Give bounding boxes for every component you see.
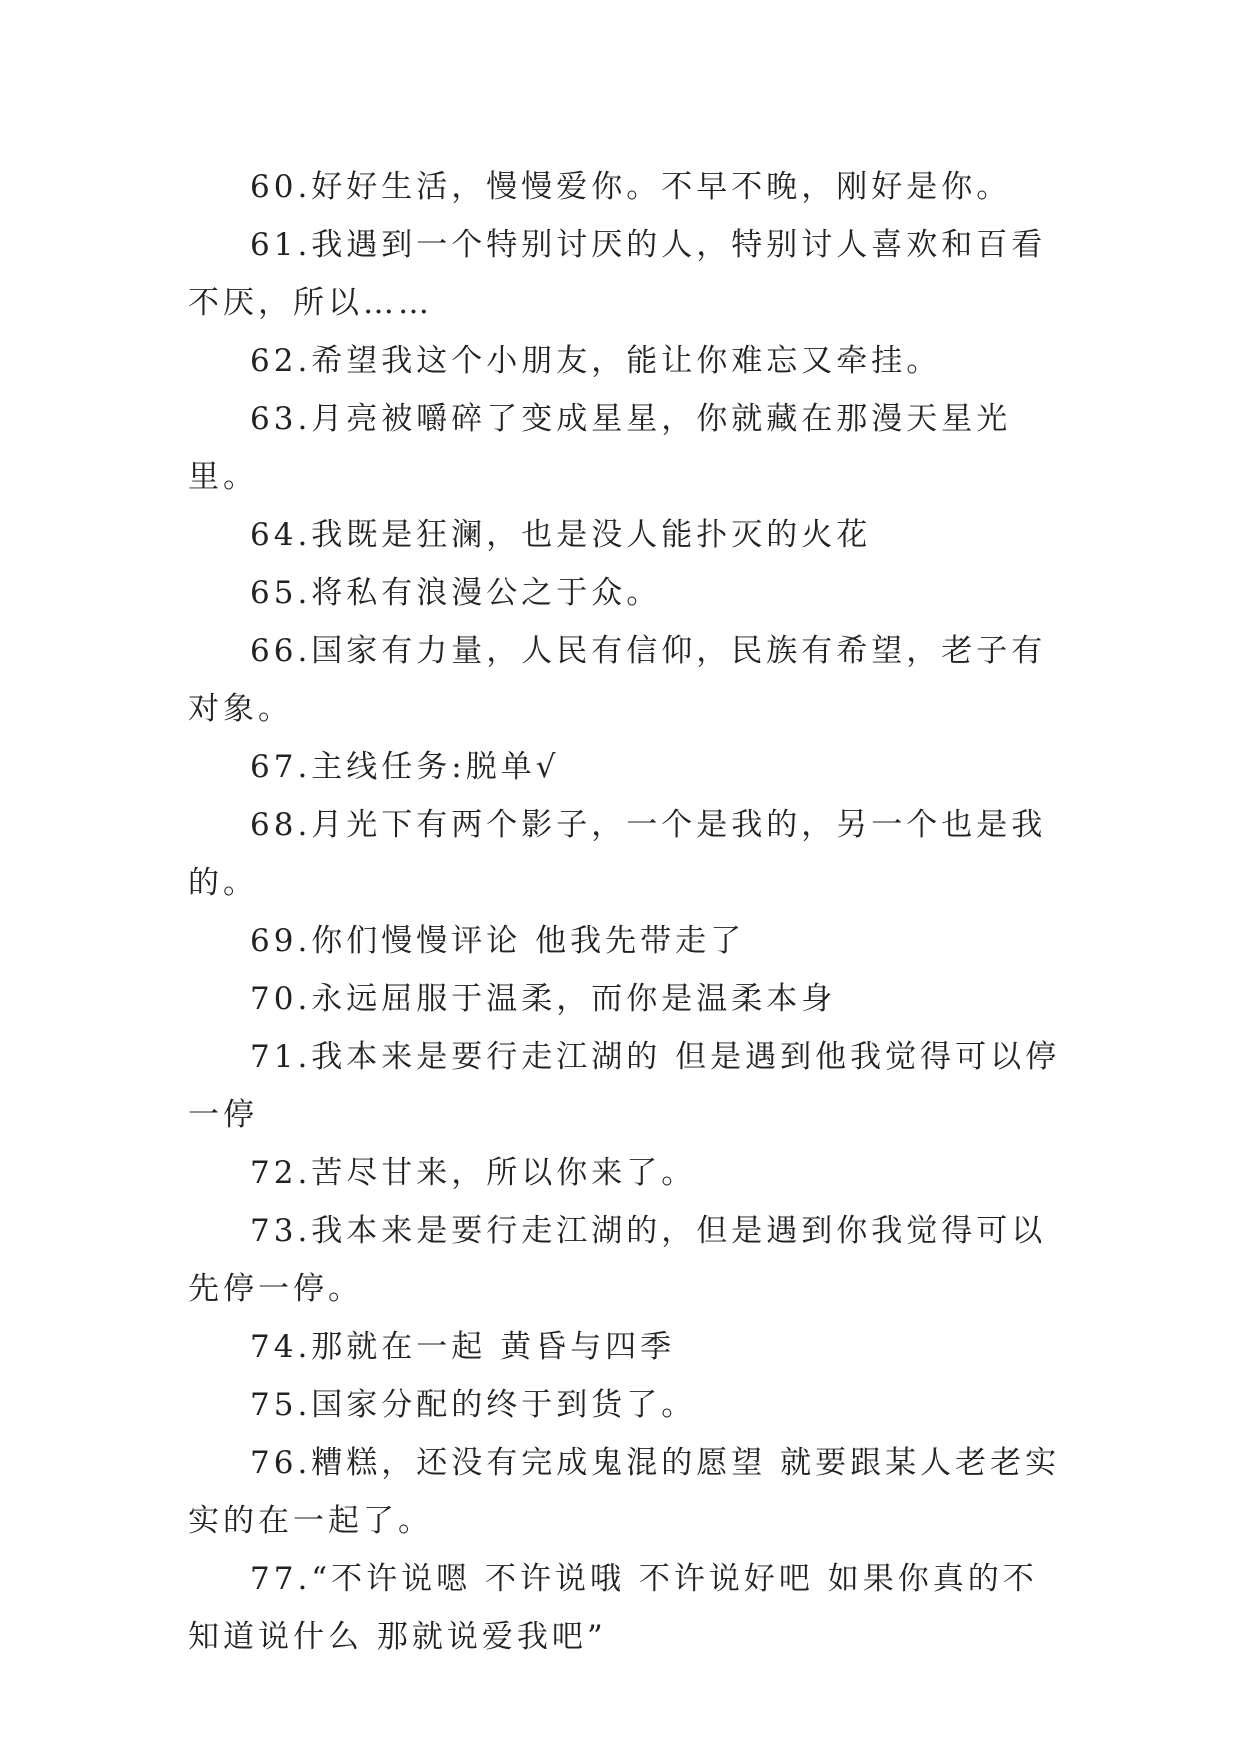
paragraph: 72.苦尽甘来，所以你来了。: [250, 1155, 697, 1191]
paragraph: 70.永远屈服于温柔，而你是温柔本身: [250, 981, 837, 1017]
paragraph: 60.好好生活，慢慢爱你。不早不晚，刚好是你。: [250, 169, 1012, 205]
paragraph: 71.我本来是要行走江湖的 但是遇到他我觉得可以停一停: [188, 1039, 1061, 1133]
paragraph: 63.月亮被嚼碎了变成星星，你就藏在那漫天星光里。: [188, 401, 1012, 495]
paragraph: 76.糟糕，还没有完成鬼混的愿望 就要跟某人老老实实的在一起了。: [188, 1445, 1061, 1539]
paragraph: 64.我既是狂澜，也是没人能扑灭的火花: [250, 517, 872, 553]
paragraph: 73.我本来是要行走江湖的，但是遇到你我觉得可以先停一停。: [188, 1213, 1047, 1307]
document-body: [188, 158, 1064, 1666]
paragraph: 68.月光下有两个影子，一个是我的，另一个也是我的。: [188, 807, 1047, 901]
paragraph: 66.国家有力量，人民有信仰，民族有希望，老子有对象。: [188, 633, 1047, 727]
paragraph: 74.那就在一起 黄昏与四季: [250, 1329, 676, 1365]
paragraph: 62.希望我这个小朋友，能让你难忘又牵挂。: [250, 343, 942, 379]
paragraph: 77.“不许说嗯 不许说哦 不许说好吧 如果你真的不知道说什么 那就说爱我吧”: [188, 1561, 1038, 1655]
paragraph: 69.你们慢慢评论 他我先带走了: [250, 923, 746, 959]
paragraph: 61.我遇到一个特别讨厌的人，特别讨人喜欢和百看不厌，所以……: [188, 227, 1047, 321]
paragraph: 75.国家分配的终于到货了。: [250, 1387, 697, 1423]
paragraph: 67.主线任务:脱单√: [250, 749, 560, 785]
paragraph: 65.将私有浪漫公之于众。: [250, 575, 662, 611]
